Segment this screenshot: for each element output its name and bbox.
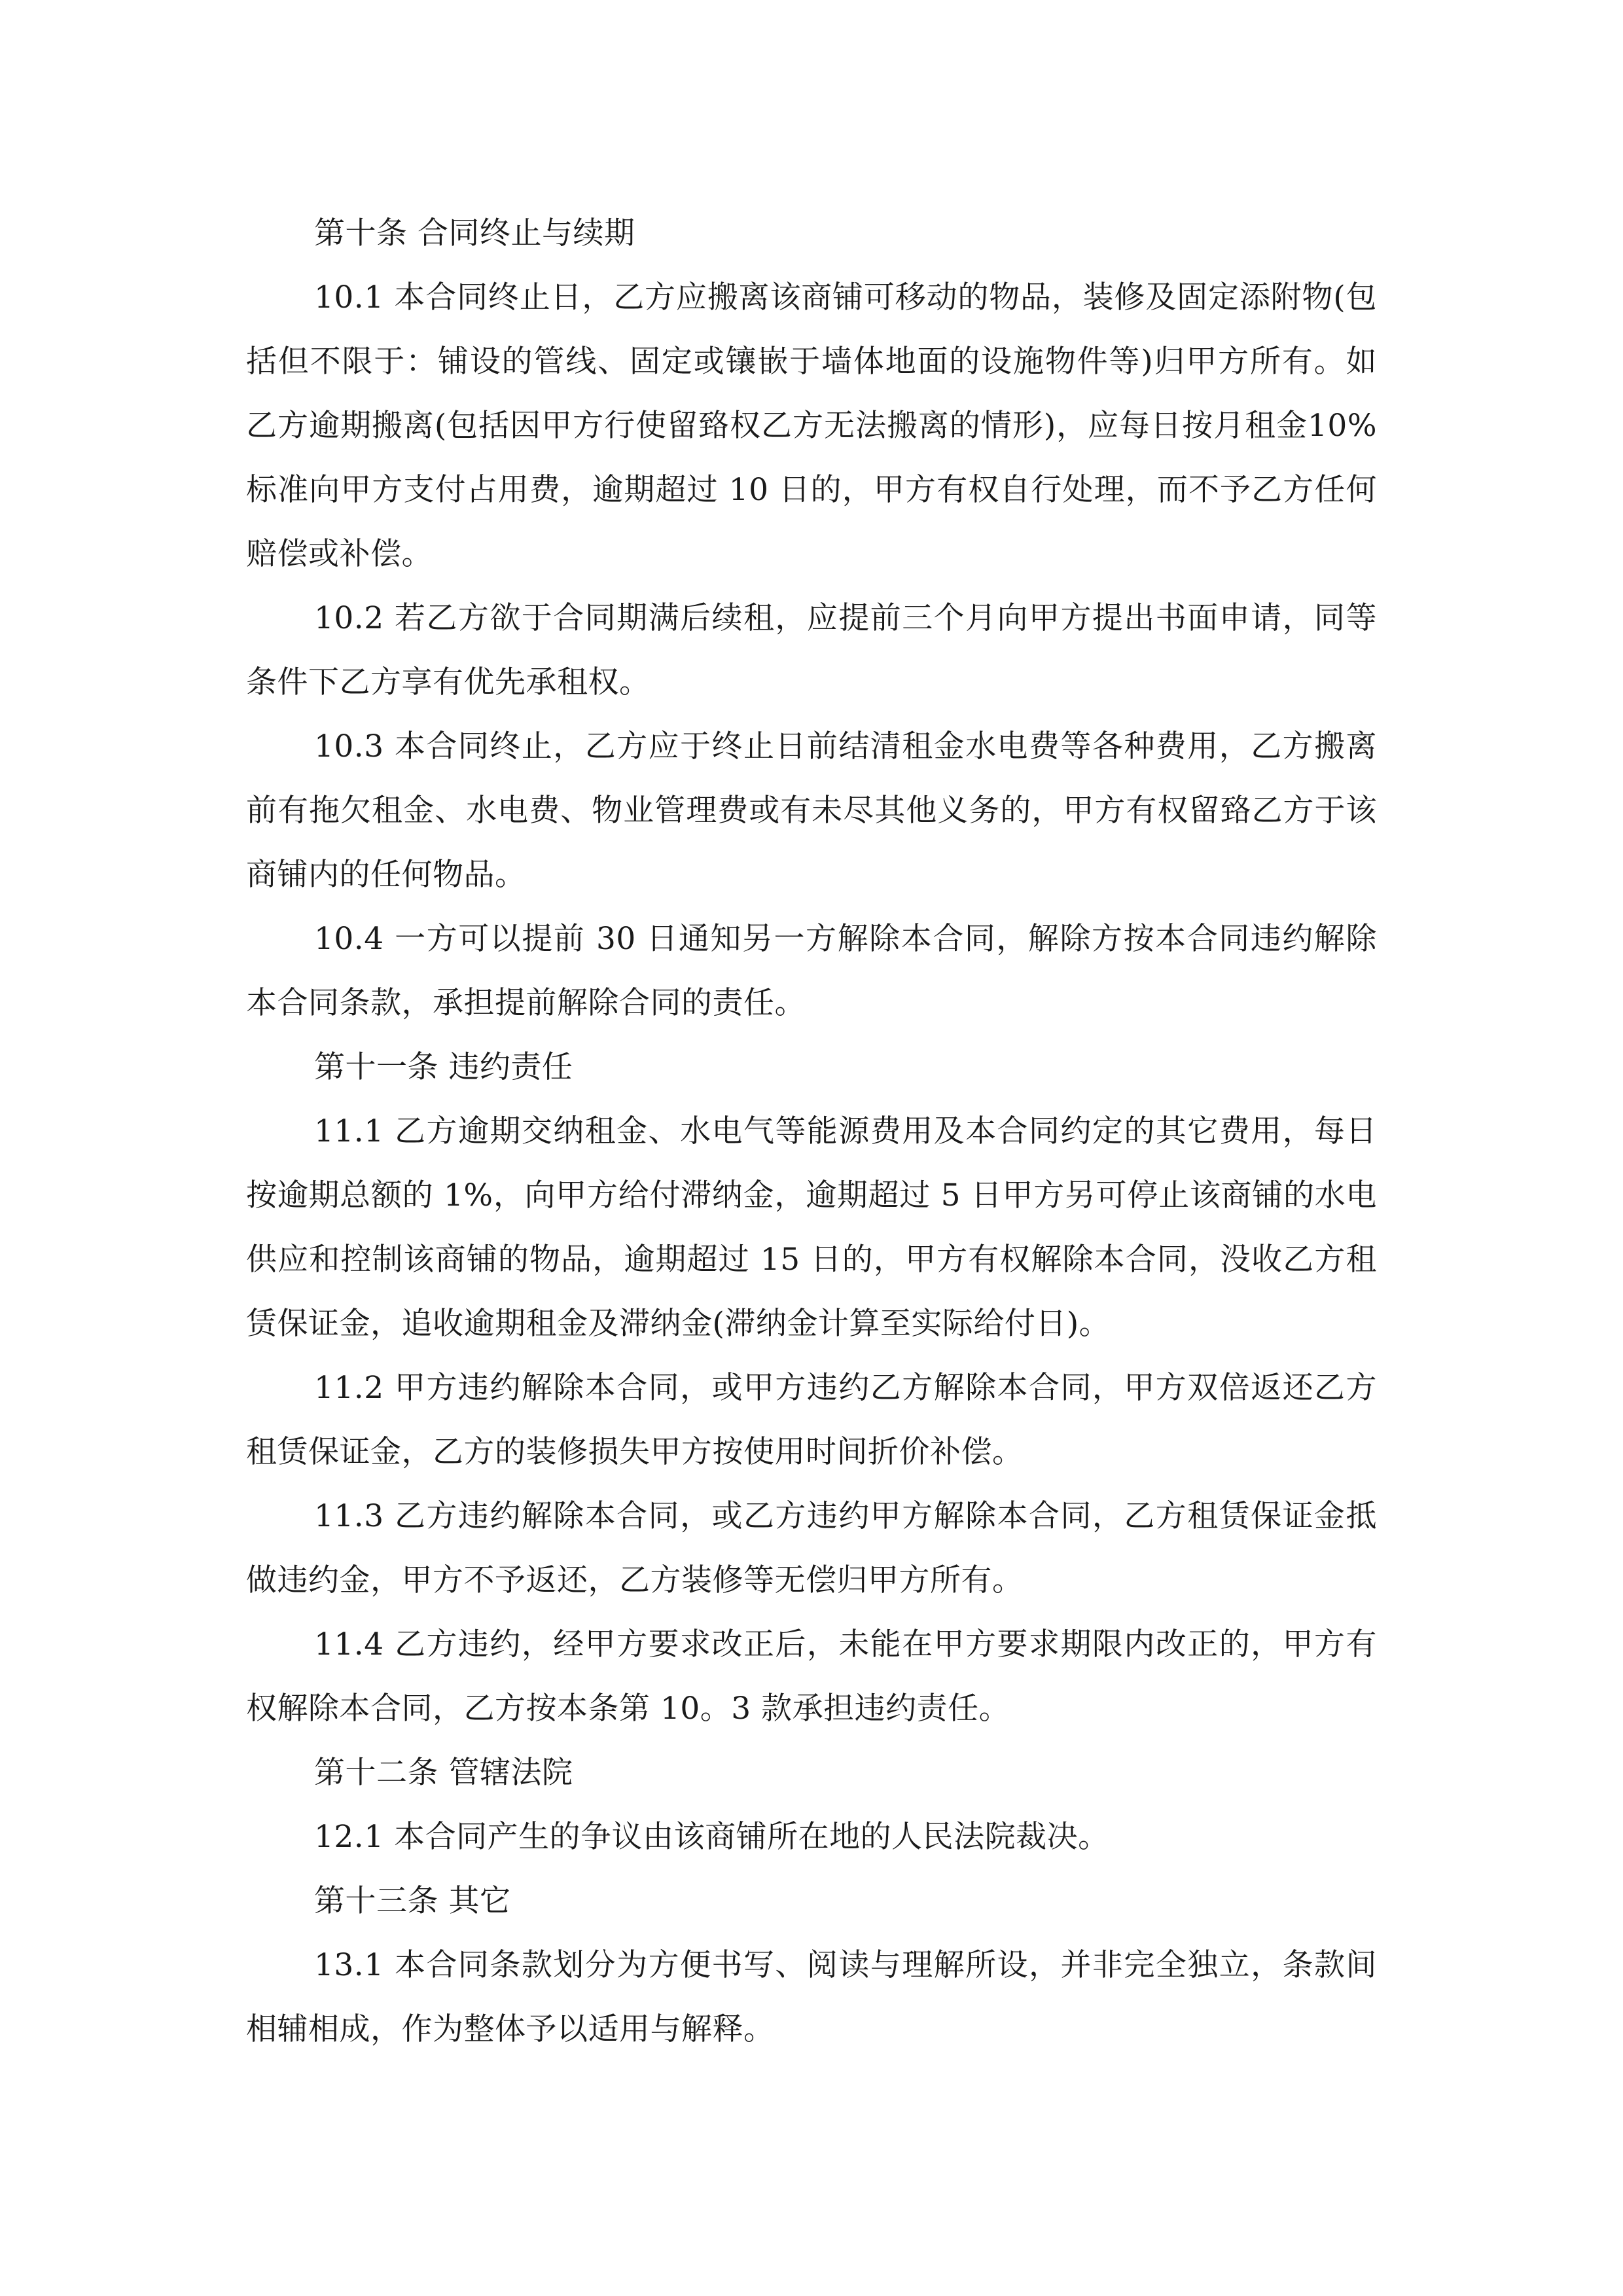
section-heading-13: 第十三条 其它: [314, 1883, 511, 1919]
section-heading-10: 第十条 合同终止与续期: [314, 215, 635, 251]
clause-10-4: 10.4 一方可以提前 30 日通知另一方解除本合同，解除方按本合同违约解除本合同条款，承担提前解除合同的责任。: [246, 921, 1377, 1021]
clause-10-2: 10.2 若乙方欲于合同期满后续租，应提前三个月向甲方提出书面申请，同等条件下乙方享有优先承租权。: [246, 600, 1377, 700]
clause-11-3: 11.3 乙方违约解除本合同，或乙方违约甲方解除本合同，乙方租赁保证金抵做违约金，甲方不予返还，乙方装修等无偿归甲方所有。: [246, 1498, 1377, 1598]
clause-12-1: 12.1 本合同产生的争议由该商铺所在地的人民法院裁决。: [314, 1819, 1109, 1855]
document-body: [246, 202, 1377, 2062]
clause-13-1: 13.1 本合同条款划分为方便书写、阅读与理解所设，并非完全独立，条款间相辅相成，作为整体予以适用与解释。: [246, 1947, 1377, 2047]
section-heading-11: 第十一条 违约责任: [314, 1049, 573, 1085]
clause-11-2: 11.2 甲方违约解除本合同，或甲方违约乙方解除本合同，甲方双倍返还乙方租赁保证金，乙方的装修损失甲方按使用时间折价补偿。: [246, 1370, 1377, 1470]
section-heading-12: 第十二条 管辖法院: [314, 1755, 573, 1791]
clause-11-4: 11.4 乙方违约，经甲方要求改正后，未能在甲方要求期限内改正的，甲方有权解除本合同，乙方按本条第 10。3 款承担违约责任。: [246, 1626, 1377, 1727]
clause-10-1: 10.1 本合同终止日，乙方应搬离该商铺可移动的物品，装修及固定添附物(包括但不限于：铺设的管线、固定或镶嵌于墙体地面的设施物件等)归甲方所有。如乙方逾期搬离(包括因甲方行使留臵权乙方无法搬离的情形)，应每日按月租金10%标准向甲方支付占用费，逾期超过 10 日的，甲方有权自行处理，而不予乙方任何赔偿或补偿。: [246, 279, 1377, 572]
clause-10-3: 10.3 本合同终止，乙方应于终止日前结清租金水电费等各种费用，乙方搬离前有拖欠租金、水电费、物业管理费或有未尽其他义务的，甲方有权留臵乙方于该商铺内的任何物品。: [246, 728, 1377, 893]
clause-11-1: 11.1 乙方逾期交纳租金、水电气等能源费用及本合同约定的其它费用，每日按逾期总额的 1%，向甲方给付滞纳金，逾期超过 5 日甲方另可停止该商铺的水电供应和控制该商铺的物品，逾期超过 15 日的，甲方有权解除本合同，没收乙方租赁保证金，追收逾期租金及滞纳金(滞纳金计算至实际给付日)。: [246, 1113, 1377, 1342]
